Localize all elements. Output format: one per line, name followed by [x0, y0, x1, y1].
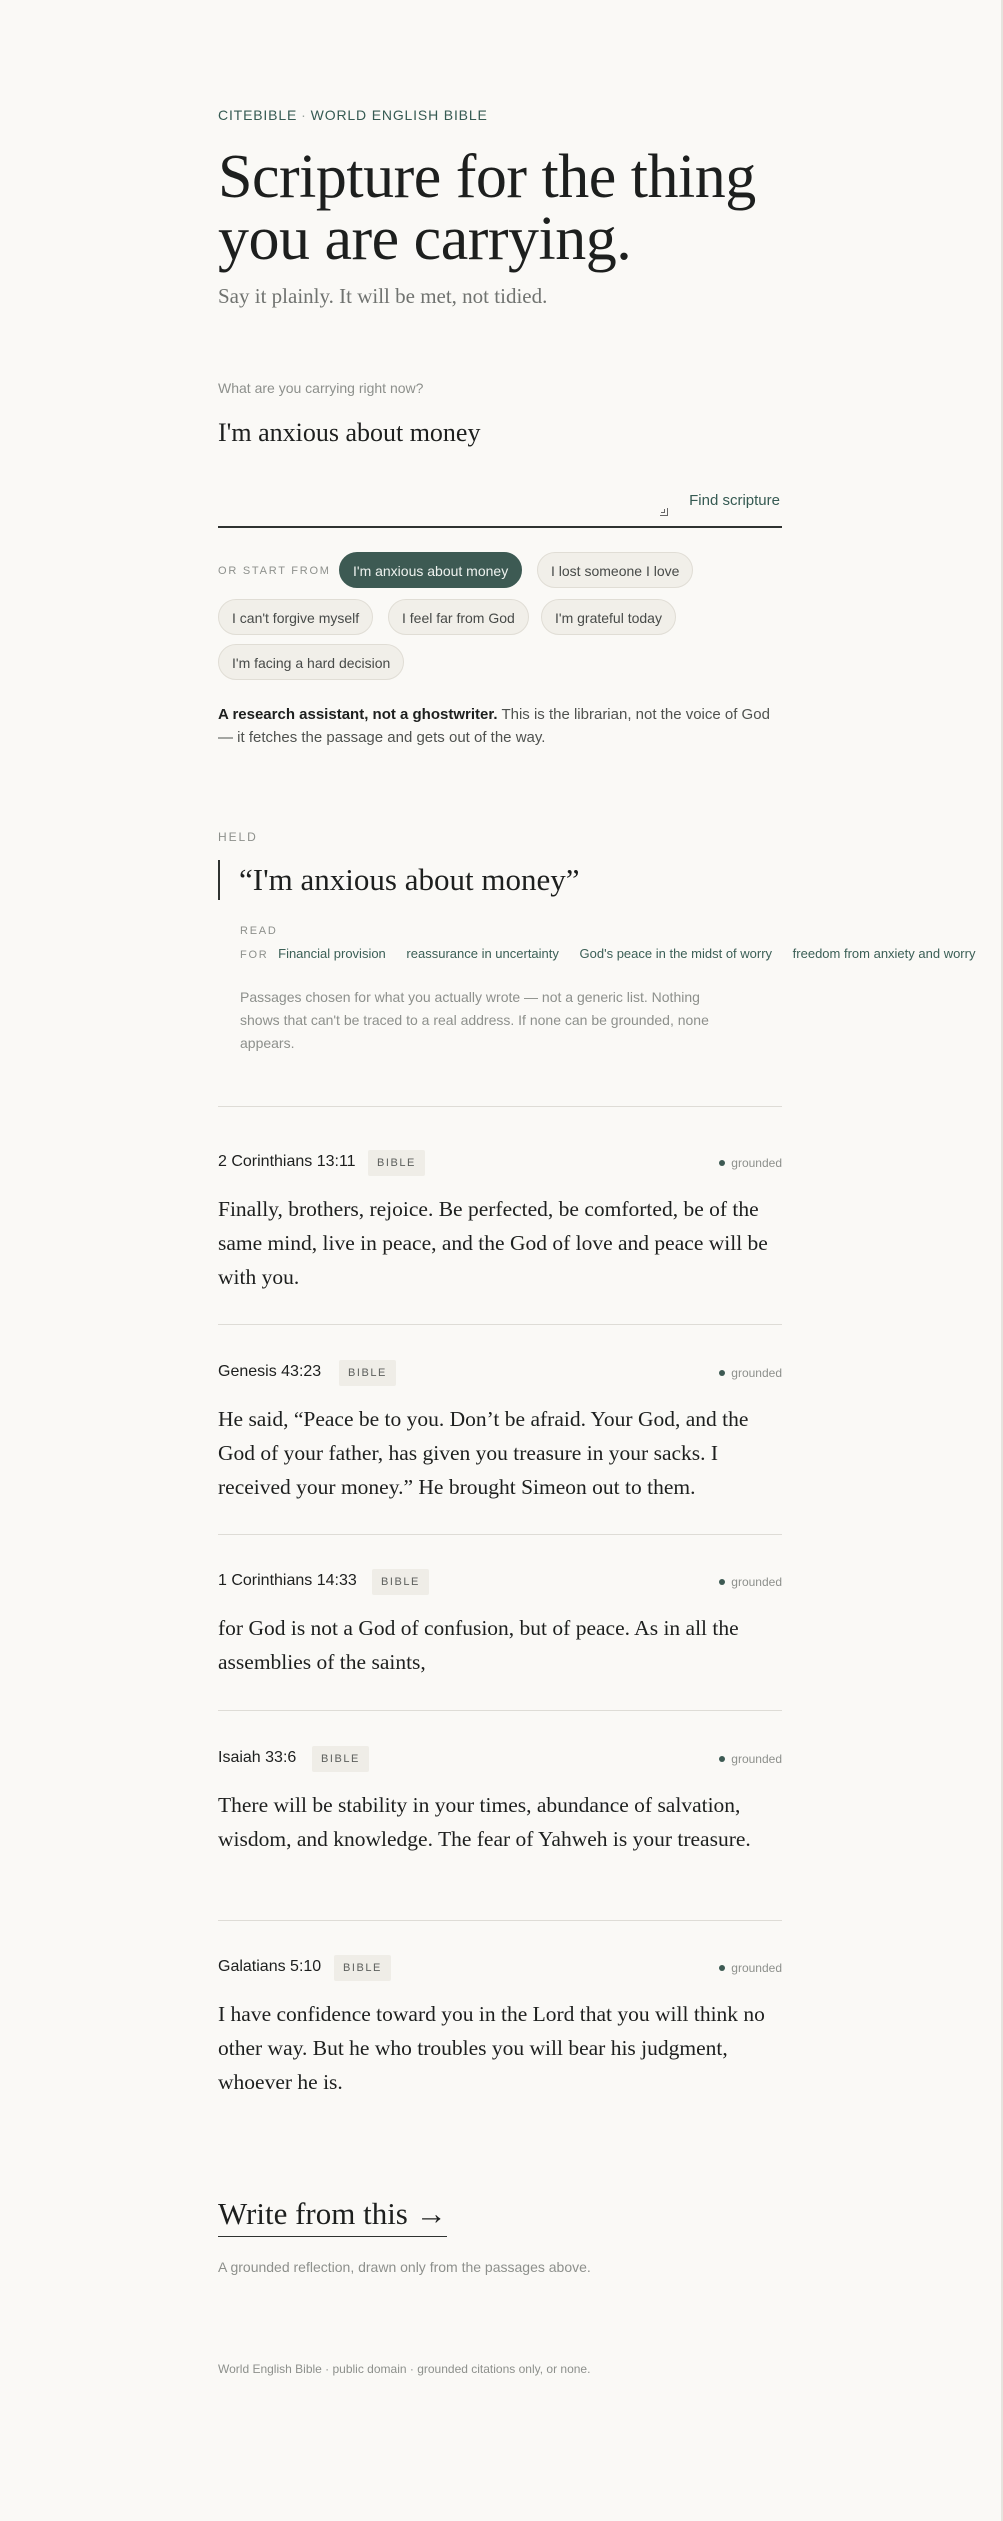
- topic-tag: reassurance in uncertainty: [406, 946, 559, 961]
- starter-chip[interactable]: I'm anxious about money: [339, 552, 522, 588]
- grounded-label: grounded: [731, 1575, 782, 1589]
- write-from-this-link[interactable]: Write from this →: [218, 2196, 447, 2237]
- topic-tag: freedom from anxiety and worry: [792, 946, 976, 961]
- grounded-label: grounded: [731, 1366, 782, 1380]
- source-badge: BIBLE: [334, 1955, 391, 1981]
- divider: [218, 1106, 782, 1107]
- read-label: READ: [240, 925, 278, 937]
- grounded-status: [719, 1575, 782, 1589]
- passage-text: Finally, brothers, rejoice. Be perfected, be comforted, be of the same mind, live in peace, and the God of love and peace will be with you.: [218, 1197, 768, 1289]
- passage-reference[interactable]: Genesis 43:23: [218, 1363, 322, 1380]
- passage-card: [218, 1569, 782, 1679]
- footer-note: World English Bible · public domain · grounded citations only, or none.: [218, 2362, 591, 2376]
- brand-name: CITEBIBLE: [218, 107, 298, 123]
- divider: [218, 1920, 782, 1921]
- status-dot-icon: [719, 1370, 725, 1376]
- grounded-status: [719, 1156, 782, 1170]
- starter-chip[interactable]: I feel far from God: [388, 599, 529, 635]
- topic-tags: [240, 946, 992, 961]
- disclaimer-strong: A research assistant, not a ghostwriter.: [218, 706, 498, 723]
- divider: [218, 1534, 782, 1535]
- disclaimer: [218, 703, 782, 749]
- starter-chip[interactable]: I'm facing a hard decision: [218, 644, 404, 680]
- topic-tag: Financial provision: [278, 946, 386, 961]
- query-label: What are you carrying right now?: [218, 380, 424, 396]
- grounded-status: [719, 1366, 782, 1380]
- starter-chip[interactable]: I'm grateful today: [541, 599, 676, 635]
- passage-card: [218, 1955, 782, 2099]
- passage-reference[interactable]: Galatians 5:10: [218, 1958, 322, 1975]
- divider: [218, 1324, 782, 1325]
- passage-card: [218, 1746, 782, 1856]
- starters-label: OR START FROM: [218, 565, 331, 577]
- passage-reference[interactable]: 1 Corinthians 14:33: [218, 1572, 357, 1589]
- status-dot-icon: [719, 1579, 725, 1585]
- source-badge: BIBLE: [339, 1360, 396, 1386]
- passage-card: [218, 1360, 782, 1504]
- status-dot-icon: [719, 1756, 725, 1762]
- passage-text: for God is not a God of confusion, but of peace. As in all the assemblies of the saints,: [218, 1616, 739, 1674]
- write-subtitle: A grounded reflection, drawn only from the passages above.: [218, 2259, 591, 2275]
- source-badge: BIBLE: [368, 1150, 425, 1176]
- brand-separator: ·: [301, 107, 307, 123]
- starter-chip[interactable]: I lost someone I love: [537, 552, 693, 588]
- source-badge: BIBLE: [312, 1746, 369, 1772]
- grounded-label: grounded: [731, 1752, 782, 1766]
- grounded-label: grounded: [731, 1961, 782, 1975]
- passage-card: [218, 1150, 782, 1294]
- query-textarea[interactable]: [218, 414, 782, 528]
- source-badge: BIBLE: [372, 1569, 429, 1595]
- starter-chip[interactable]: I can't forgive myself: [218, 599, 373, 635]
- page-title: Scripture for the thing you are carrying.: [218, 143, 756, 273]
- brand-translation: WORLD ENGLISH BIBLE: [310, 107, 488, 123]
- brand-line: [218, 107, 488, 123]
- passage-text: I have confidence toward you in the Lord that you will think no other way. But he who troubles you will bear his judgment, whoever he is.: [218, 2002, 765, 2094]
- page-subtitle: Say it plainly. It will be met, not tidied.: [218, 284, 548, 308]
- divider: [218, 1710, 782, 1711]
- resize-handle-icon[interactable]: [660, 508, 668, 516]
- passage-text: He said, “Peace be to you. Don’t be afraid. Your God, and the God of your father, has given you treasure in your sacks. I received your money.” He brought Simeon out to them.: [218, 1407, 749, 1499]
- grounded-status: [719, 1961, 782, 1975]
- disclaimer-text: This is the librarian, not the voice of God — it fetches the passage and gets out of the way.: [218, 706, 770, 746]
- find-scripture-button[interactable]: Find scripture: [689, 492, 780, 509]
- for-label: FOR: [240, 949, 269, 961]
- passage-reference[interactable]: 2 Corinthians 13:11: [218, 1153, 356, 1170]
- passage-reference[interactable]: Isaiah 33:6: [218, 1749, 297, 1766]
- selection-note: Passages chosen for what you actually wrote — not a generic list. Nothing shows that can't be traced to a real address. If none can be grounded, none appears.: [240, 989, 709, 1051]
- grounded-label: grounded: [731, 1156, 782, 1170]
- query-value[interactable]: I'm anxious about money: [218, 418, 481, 447]
- passage-text: There will be stability in your times, abundance of salvation, wisdom, and knowledge. The fear of Yahweh is your treasure.: [218, 1793, 751, 1851]
- grounded-status: [719, 1752, 782, 1766]
- held-quote: “I'm anxious about money”: [218, 860, 579, 900]
- held-label: HELD: [218, 830, 258, 844]
- topic-tag: God's peace in the midst of worry: [579, 946, 773, 961]
- status-dot-icon: [719, 1160, 725, 1166]
- status-dot-icon: [719, 1965, 725, 1971]
